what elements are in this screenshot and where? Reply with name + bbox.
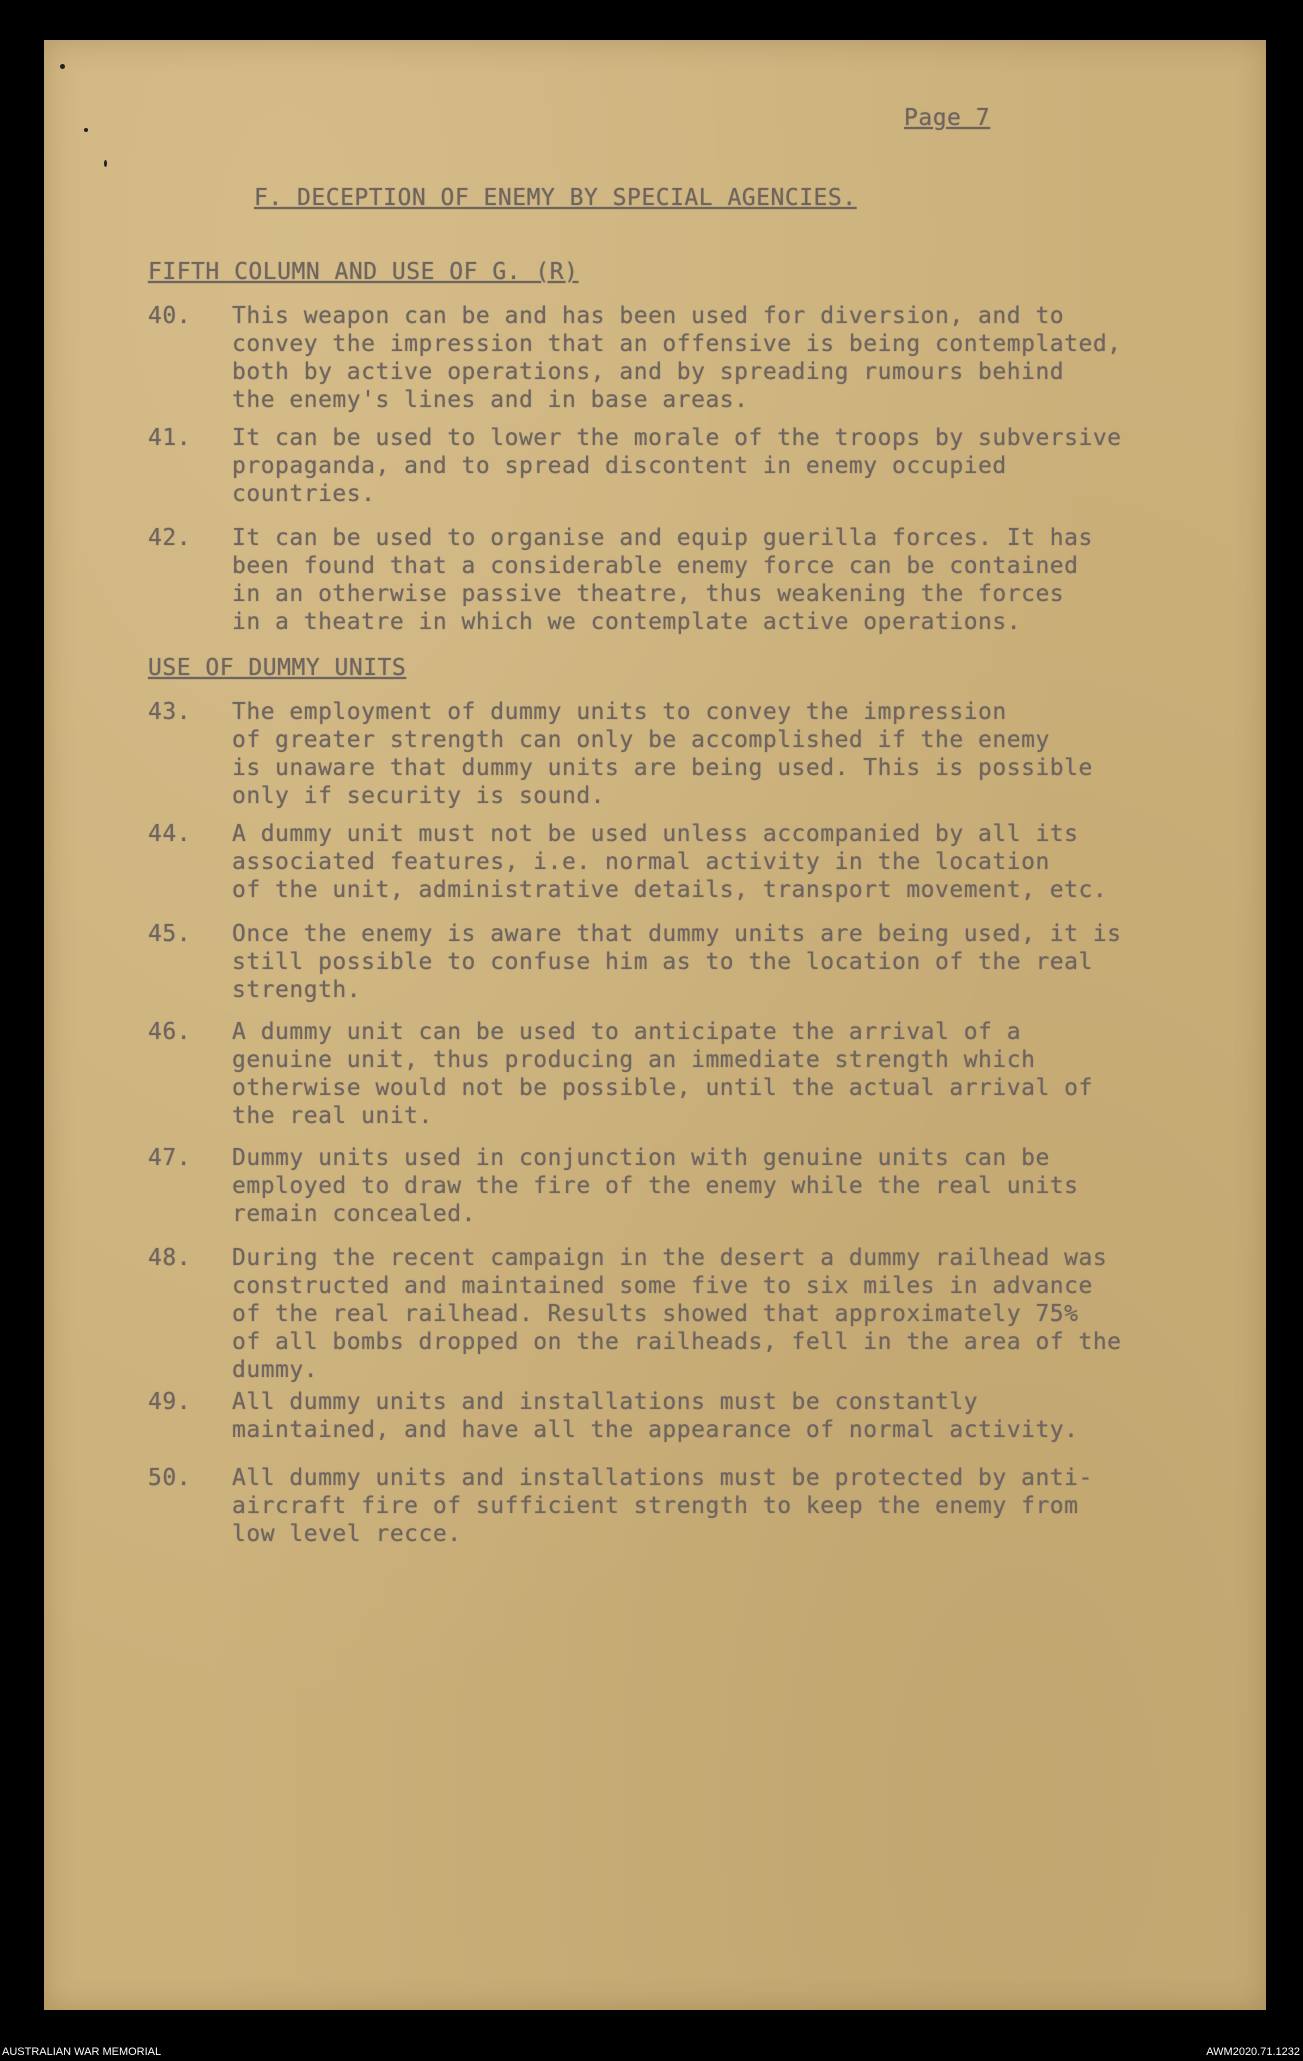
paragraph-text: It can be used to lower the morale of the troops by subversive propaganda, and to spread discontent in enemy occupied countries.: [232, 425, 1122, 507]
ink-speck: [104, 160, 107, 167]
footer-catalogue-id: AWM2020.71.1232: [1206, 2046, 1300, 2058]
paragraph-number: 49.: [148, 1389, 192, 1415]
document-page: [44, 40, 1266, 2010]
paragraph-number: 46.: [148, 1019, 192, 1045]
paragraph-text: A dummy unit must not be used unless accompanied by all its associated features, i.e. normal activity in the location of the unit, administrative details, transport movement, etc.: [232, 821, 1108, 903]
page-number: Page 7: [904, 105, 991, 131]
footer-archive-name: AUSTRALIAN WAR MEMORIAL: [2, 2046, 162, 2058]
subheading-dummy-units: USE OF DUMMY UNITS: [148, 655, 407, 681]
paragraph-number: 45.: [148, 921, 192, 947]
ink-speck: [84, 128, 88, 132]
paragraph-text: All dummy units and installations must be constantly maintained, and have all the appearance of normal activity.: [232, 1389, 1079, 1443]
paragraph-number: 41.: [148, 425, 192, 451]
paragraph-text: It can be used to organise and equip guerilla forces. It has been found that a considerable enemy force can be contained in an otherwise passive theatre, thus weakening the forces in a theatre in which we contemplate active operations.: [232, 525, 1093, 635]
paragraph-number: 42.: [148, 525, 192, 551]
paragraph-text: Dummy units used in conjunction with genuine units can be employed to draw the fire of the enemy while the real units remain concealed.: [232, 1145, 1079, 1227]
paragraph-number: 47.: [148, 1145, 192, 1171]
paragraph-text: The employment of dummy units to convey the impression of greater strength can only be accomplished if the enemy is unaware that dummy units are being used. This is possible only if security is sound.: [232, 699, 1093, 809]
section-heading: F. DECEPTION OF ENEMY BY SPECIAL AGENCIES.: [254, 185, 857, 211]
paragraph-number: 40.: [148, 303, 192, 329]
paragraph-number: 44.: [148, 821, 192, 847]
paragraph-text: During the recent campaign in the desert a dummy railhead was constructed and maintained some five to six miles in advance of the real railhead. Results showed that approximately 75% of all bombs dropped on the railheads, fell in the area of the dummy.: [232, 1245, 1122, 1383]
paragraph-text: All dummy units and installations must be protected by anti- aircraft fire of sufficient strength to keep the enemy from low level recce.: [232, 1465, 1093, 1547]
paragraph-text: Once the enemy is aware that dummy units are being used, it is still possible to confuse him as to the location of the real strength.: [232, 921, 1122, 1003]
paragraph-number: 48.: [148, 1245, 192, 1271]
subheading-fifth-column: FIFTH COLUMN AND USE OF G. (R): [148, 259, 579, 285]
paragraph-number: 43.: [148, 699, 192, 725]
paragraph-text: A dummy unit can be used to anticipate the arrival of a genuine unit, thus producing an immediate strength which otherwise would not be possible, until the actual arrival of the real unit.: [232, 1019, 1093, 1129]
ink-speck: [60, 64, 65, 69]
paragraph-number: 50.: [148, 1465, 192, 1491]
paragraph-text: This weapon can be and has been used for diversion, and to convey the impression that an offensive is being contemplated, both by active operations, and by spreading rumours behind the enemy's lines and in base areas.: [232, 303, 1122, 413]
